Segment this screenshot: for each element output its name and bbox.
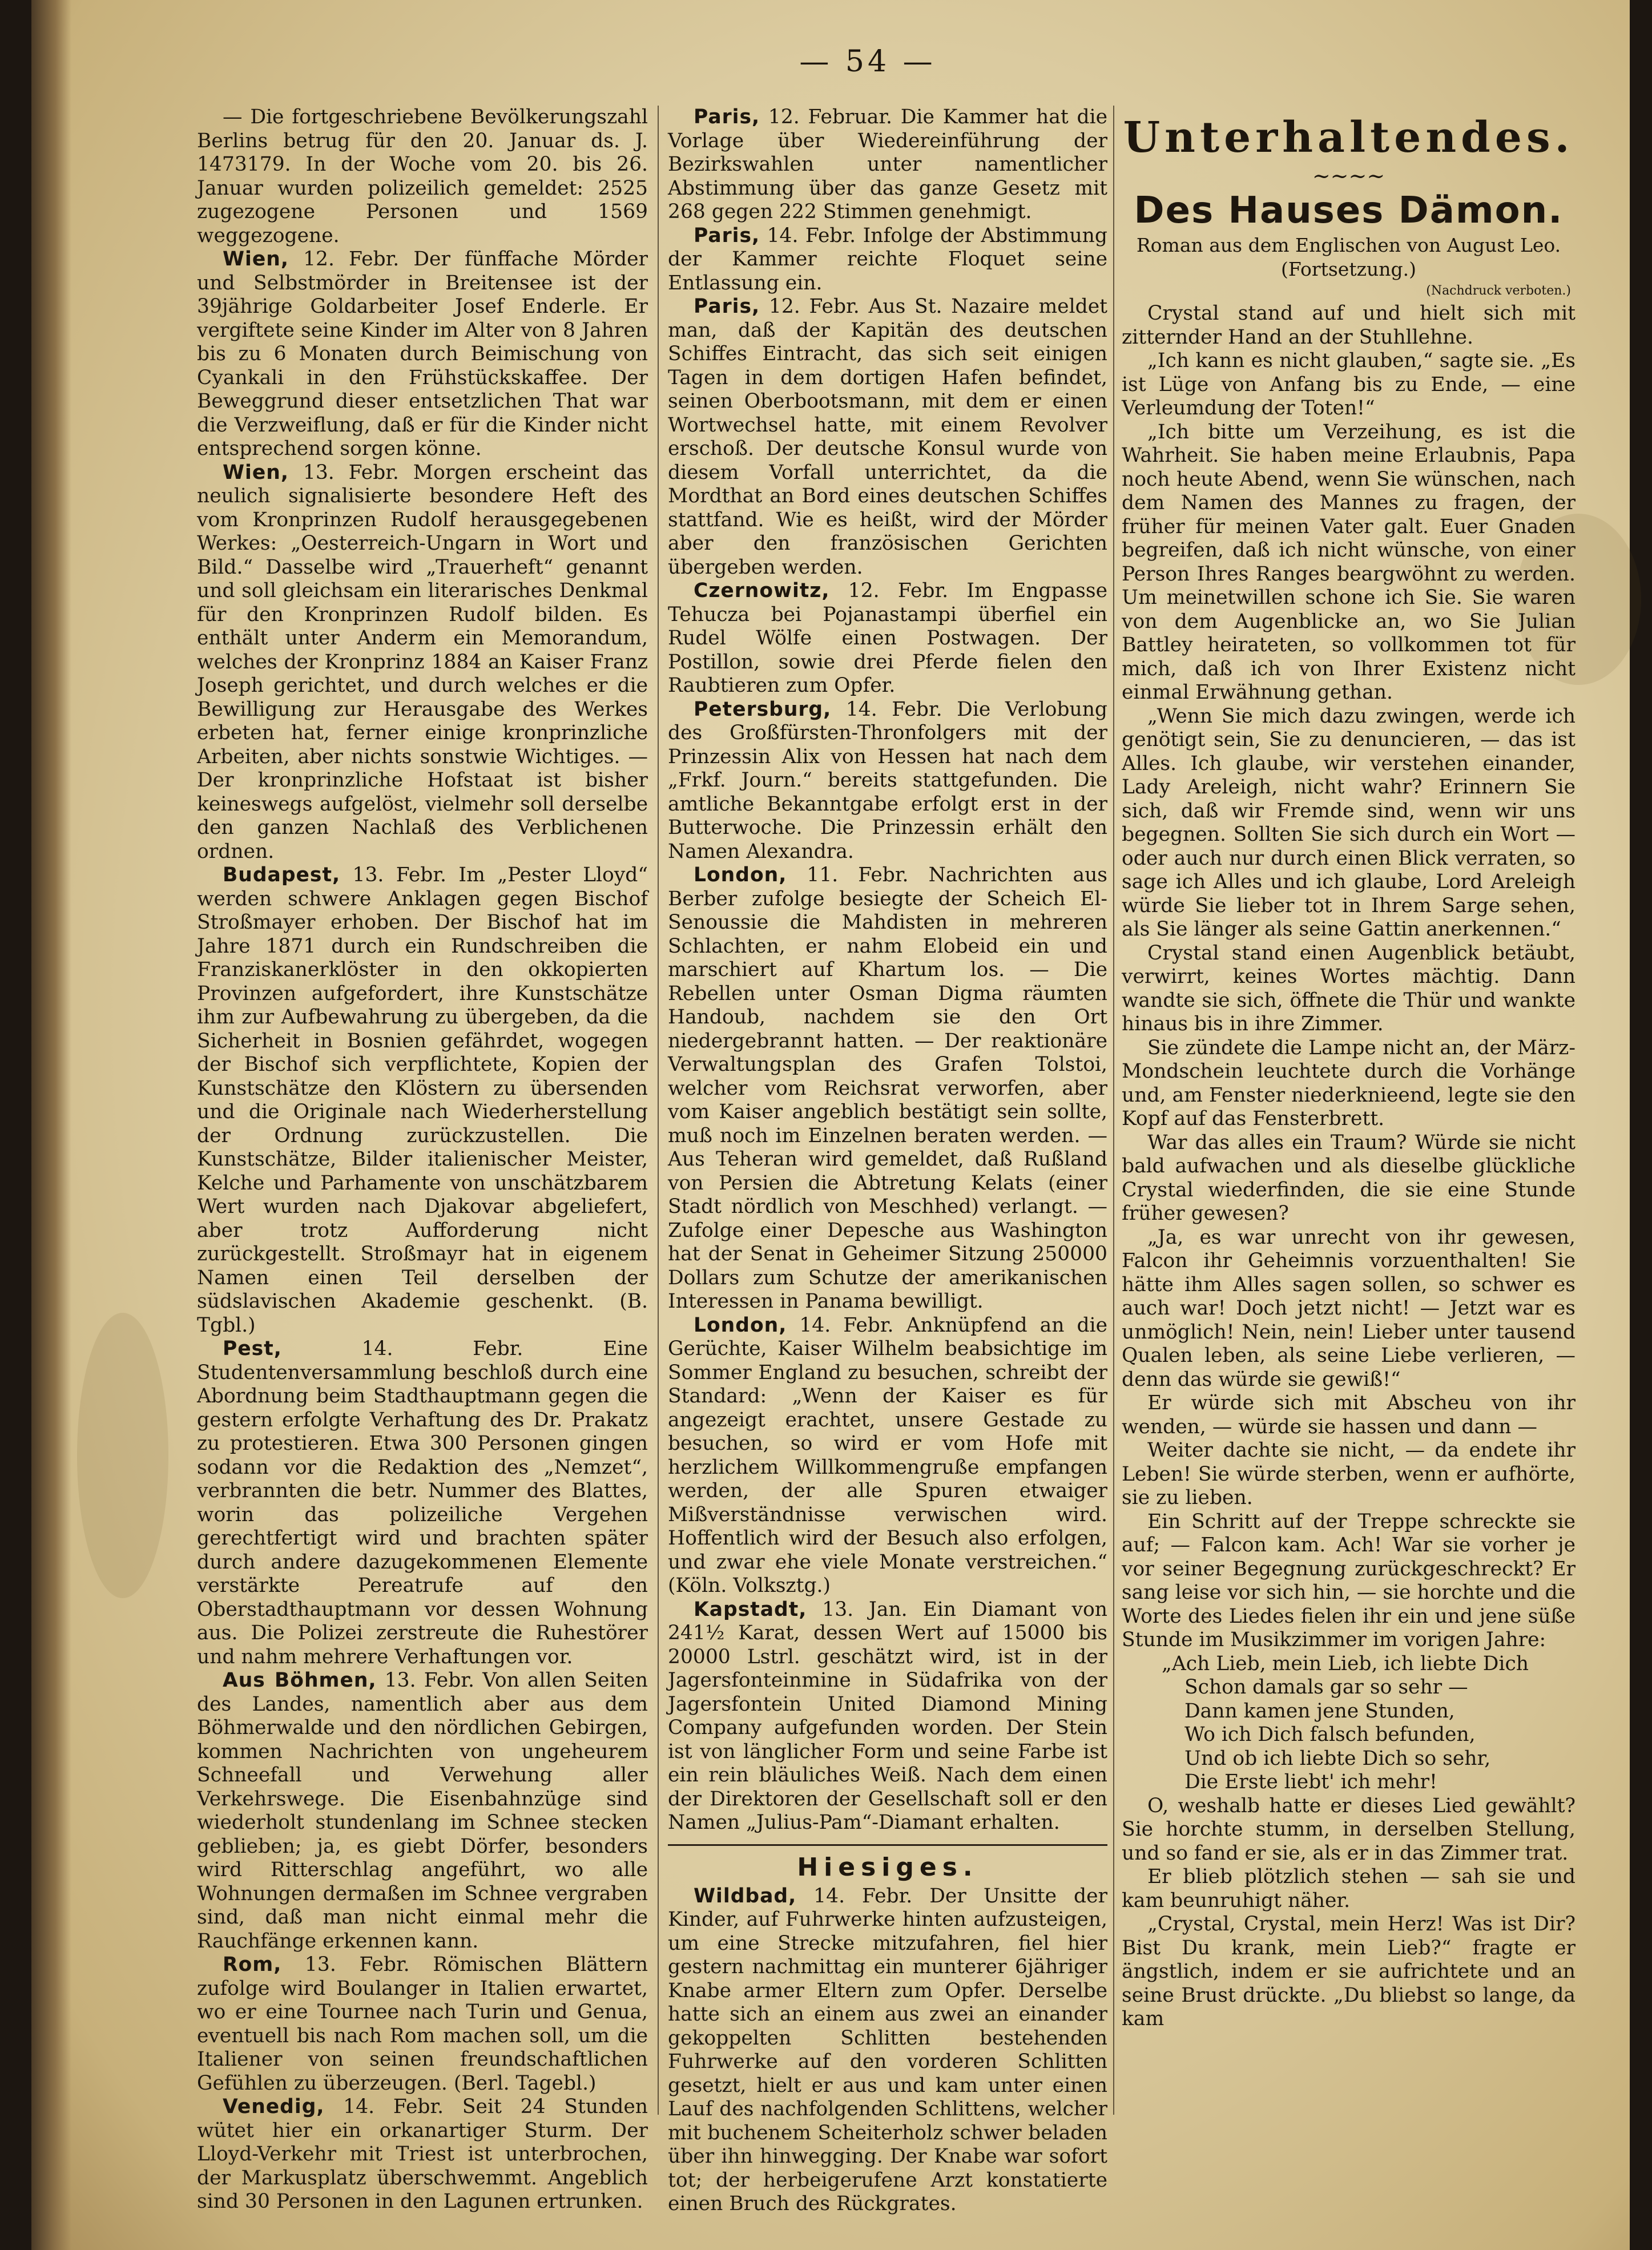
dateline: Wien, [223,248,289,271]
novel-paragraph: Er würde sich mit Abscheu von ihr wenden, — würde sie hassen und dann — [1122,1392,1576,1438]
novel-paragraph: Crystal stand auf und hielt sich mit zitternder Hand an der Stuhllehne. [1122,302,1576,349]
dateline: London, [694,864,787,886]
novel-paragraph: „Crystal, Crystal, mein Herz! Was ist Dir? Bist Du krank, mein Lieb?“ fragte er ängstlich, indem er sie aufrichtete und an seine Brust drückte. „Du bliebst so lange, da kam [1122,1913,1576,2030]
feuilleton-section-title: Unterhaltendes. [1123,113,1574,162]
verse-line: „Ach Lieb, mein Lieb, ich liebte Dich [1162,1652,1529,1675]
novel-paragraph: Sie zündete die Lampe nicht an, der März-Mondschein leuchtete durch die Vorhänge und, am Fenster niederknieend, legte sie den Kopf auf das Fensterbrett. [1122,1036,1576,1130]
novel-title: Des Hauses Dämon. [1134,189,1564,232]
novel-paragraph: Crystal stand einen Augenblick betäubt, verwirrt, keines Wortes mächtig. Dann wandte sie sich, öffnete die Thür und wankte hinaus bis in ihre Zimmer. [1122,941,1576,1035]
news-text: 14. Febr. Der Unsitte der Kinder, auf Fuhrwerke hinten aufzusteigen, um eine Strecke mitzufahren, fiel hier gestern nachmittag ein munterer 6jähriger Knabe armer Eltern zum Opfer. Derselbe hatte sich an einem aus zwei an einander gekoppelten Schlitten bestehenden Fuhrwerke auf den vorderen Schlitten gesetzt, hielt er aus und kam unter einen Lauf des nachfolgenden Schlittens, welcher mit buchenem Scheiterholz schwer beladen über ihn hinwegging. Der Knabe war sofort tot; der herbeigerufene Arzt konstatierte einen Bruch des Rückgrates. [668,1884,1107,2215]
dateline: Venedig, [223,2095,325,2118]
novel-paragraph: „Ich kann es nicht glauben,“ sagte sie. „Es ist Lüge von Anfang bis zu Ende, — eine Verleumdung der Toten!“ [1122,349,1576,420]
dateline: Budapest, [223,864,341,886]
news-item [668,1885,1107,2216]
news-text: — Die fortgeschriebene Bevölkerungszahl Berlins betrug für den 20. Januar ds. J. 1473179. In der Woche vom 20. bis 26. Januar wurden polizeilich gemeldet: 2525 zugezogene Personen und 1569 weggezogene. [197,106,648,247]
news-item [668,1598,1107,1835]
dateline: Aus Böhmen, [223,1669,377,1692]
novel-paragraph: „Wenn Sie mich dazu zwingen, werde ich genötigt sein, Sie zu denuncieren, — das ist Alles. Ich glaube, wir verstehen einander, Lady Areleigh, nicht wahr? Erinnern Sie sich, daß wir Fremde sind, wenn wir uns begegnen. Sollten Sie sich durch ein Wort — oder auch nur durch einen Blick verraten, so sage ich Alles und ich glaube, Lord Areleigh würde Sie lieber tot in Ihrem Sarge sehen, als Sie länger als seine Gattin anerkennen.“ [1122,704,1576,941]
verse-line: Wo ich Dich falsch befunden, [1184,1723,1476,1746]
dateline: Wildbad, [694,1884,797,1908]
news-item [197,864,648,1337]
verse-line: Und ob ich liebte Dich so sehr, [1184,1747,1491,1770]
news-text: 14. Febr. Seit 24 Stunden wütet hier ein orkanartiger Sturm. Der Lloyd-Verkehr mit Triest ist unterbrochen, der Markusplatz überschwemmt. Angeblich sind 30 Personen in den Lagunen ertrunken. [197,2095,648,2213]
news-item [668,106,1107,224]
novel-continuation: (Fortsetzung.) [1281,258,1416,280]
news-item [197,461,648,864]
section-title-local: Hiesiges. [668,1844,1107,1885]
news-item [668,295,1107,579]
feuilleton-column [1122,106,1576,2115]
foreign-news-list [668,106,1107,1835]
dateline: Rom, [223,1953,282,1976]
verse-line: Die Erste liebt' ich mehr! [1184,1771,1437,1793]
local-news-list [668,1885,1107,2216]
page-number: — 54 — [799,45,936,79]
news-item [668,864,1107,1314]
news-item [197,1337,648,1669]
newspaper-page [31,0,1630,2250]
dateline: Czernowitz, [694,579,830,602]
news-text: 12. Februar. Die Kammer hat die Vorlage über Wiedereinführung der Bezirkswahlen unter namentlicher Abstimmung über das ganze Gesetz mit 268 gegen 222 Stimmen genehmigt. [668,106,1107,223]
news-text: 13. Febr. Morgen erscheint das neulich signalisierte besondere Heft des vom Kronprinzen Rudolf herausgegebenen Werkes: „Oesterreich-Ungarn in Wort und Bild.“ Dasselbe wird „Trauerheft“ genannt und soll gleichsam ein literarisches Denkmal für den Kronprinzen Rudolf bilden. Es enthält unter Anderm ein Memorandum, welches der Kronprinz 1884 an Kaiser Franz Joseph gerichtet, und durch welches er die Bewilligung zur Herausgabe des Werkes erbeten hat, ferner einige kronprinzliche Arbeiten, aber nichts sonstwie Wichtiges. — Der kronprinzliche Hofstaat ist bisher keineswegs aufgelöst, vielmehr soll derselbe den ganzen Nachlaß des Verblichenen ordnen. [197,461,648,863]
page-binding-shadow [31,0,71,2250]
news-text: 13. Febr. Römischen Blättern zufolge wird Boulanger in Italien erwartet, wo er eine Tournee nach Turin und Genua, eventuell bis nach Rom machen soll, um die Italiener von seinen freundschaftlichen Gefühlen zu überzeugen. (Berl. Tagebl.) [197,1953,648,2095]
news-column-1 [197,106,648,2213]
song-verse [1162,1652,1576,1795]
verse-line: Dann kamen jene Stunden, [1184,1699,1455,1723]
novel-text-continued [1122,1795,1576,2031]
news-text: 14. Febr. Die Verlobung des Großfürsten-Thronfolgers mit der Prinzessin Alix von Hessen hat nach dem „Frkf. Journ.“ bereits stattgefunden. Die amtliche Bekanntgabe erfolgt erst in der Butterwoche. Die Prinzessin erhält den Namen Alexandra. [668,697,1107,863]
novel-paragraph: „Ja, es war unrecht von ihr gewesen, Falcon ihr Geheimnis vorzuenthalten! Sie hätte ihm Alles sagen sollen, so schwer es auch war! Doch jetzt nicht! — Jetzt war es unmöglich! Nein, nein! Lieber unter tausend Qualen leben, als seine Liebe verlieren, — denn das würde sie gewiß!“ [1122,1225,1576,1391]
verse-line: Schon damals gar so sehr — [1184,1676,1468,1699]
dateline: Wien, [223,461,289,484]
novel-subtitle: Roman aus dem Englischen von August Leo. [1136,234,1561,256]
reprint-note: (Nachdruck verboten.) [1426,284,1571,298]
news-text: 12. Febr. Der fünffache Mörder und Selbstmörder in Breitensee ist der 39jährige Goldarbeiter Josef Enderle. Er vergiftete seine Kinder im Alter von 8 Jahren bis zu 6 Monaten durch Beimischung von Cyankali in den Frühstückskaffee. Der Beweggrund dieser entsetzlichen That war die Verzweiflung, daß er für die Kinder nicht entsprechend sorgen könne. [197,248,648,460]
news-item [197,1669,648,1953]
news-text: 13. Febr. Von allen Seiten des Landes, namentlich aber aus dem Böhmerwalde und den nördlichen Gebirgen, kommen Nachrichten von ungeheurem Schneefall und Verwehung aller Verkehrswege. Die Eisenbahnzüge sind wiederholt stundenlang im Schnee stecken geblieben; ja, es giebt Dörfer, besonders wird Ritterschlag angeführt, wo alle Wohnungen dermaßen im Schnee vergraben sind, daß man nicht einmal mehr die Rauchfänge erkennen kann. [197,1669,648,1953]
novel-paragraph: War das alles ein Traum? Würde sie nicht bald aufwachen und als dieselbe glückliche Crystal wiederfinden, die sie eine Stunde früher gewesen? [1122,1131,1576,1225]
dateline: Paris, [694,106,760,128]
novel-paragraph: Weiter dachte sie nicht, — da endete ihr Leben! Sie würde sterben, wenn er aufhörte, sie zu lieben. [1122,1439,1576,1509]
novel-paragraph: „Ich bitte um Verzeihung, es ist die Wahrheit. Sie haben meine Erlaubnis, Papa noch heute Abend, wenn Sie wünschen, nach dem Namen des Mannes zu fragen, der früher für meinen Vater galt. Euer Gnaden begreifen, daß ich nicht wünsche, von einer Person Ihres Ranges beargwöhnt zu werden. Um meinetwillen schone ich Sie. Sie waren von dem Augenblicke an, wo Sie Julian Battley heirateten, so vollkommen tot für mich, daß ich von Ihrer Existenz nicht einmal Erwähnung gethan. [1122,420,1576,704]
news-column-2 [668,106,1107,2215]
dateline: Paris, [694,224,760,247]
news-item [197,106,648,248]
news-item [668,698,1107,864]
dateline: Kapstadt, [694,1598,807,1621]
novel-text [1122,302,1576,1652]
dateline: Petersburg, [694,697,832,721]
column-rule [1113,106,1114,2115]
news-item [197,1953,648,2095]
news-text: 11. Febr. Nachrichten aus Berber zufolge besiegte der Scheich El-Senoussie die Mahdisten in mehreren Schlachten, er nahm Elobeid ein und marschiert auf Khartum los. — Die Rebellen unter Osman Digma räumten Handoub, nachdem sie den Ort niedergebrannt hatten. — Der reaktionäre Verwaltungsplan des Grafen Tolstoi, welcher vom Reichsrat verworfen, aber vom Kaiser angeblich bestätigt sein sollte, muß noch im Einzelnen beraten werden. — Aus Teheran wird gemeldet, daß Rußland von Persien die Abtretung Kelats (einer Stadt nördlich von Meschhed) verlangt. — Zufolge einer Depesche aus Washington hat der Senat in Geheimer Sitzung 250000 Dollars zum Schutze der amerikanischen Interessen in Panama bewilligt. [668,864,1107,1313]
news-item [668,224,1107,296]
dateline: Paris, [694,295,760,318]
novel-paragraph: Ein Schritt auf der Treppe schreckte sie auf; — Falcon kam. Ach! War sie vorher je vor seiner Begegnung zurückgeschreckt? Er sang leise vor sich hin, — sie horchte und die Worte des Liedes fielen ihr ein und jene süße Stunde im Musikzimmer im vorigen Jahre: [1122,1510,1576,1651]
novel-paragraph: O, weshalb hatte er dieses Lied gewählt? Sie horchte stumm, in derselben Stellung, und so fand er sie, als er in das Zimmer trat. [1122,1794,1576,1865]
news-text: 12. Febr. Im Engpasse Tehucza bei Pojanastampi überfiel ein Rudel Wölfe einen Postwagen. Der Postillon, sowie drei Pferde fielen den Raubtieren zum Opfer. [668,579,1107,697]
dateline: London, [694,1313,787,1337]
news-text: 13. Febr. Im „Pester Lloyd“ werden schwere Anklagen gegen Bischof Stroßmayer erhoben. Der Bischof hat im Jahre 1871 durch ein Rundschreiben die Franziskanerklöster in den okkopierten Provinzen aufgefordert, ihre Kunstschätze ihm zur Aufbewahrung zu übergeben, da die Sicherheit in Bosnien gefährdet, wogegen der Bischof sich verpflichtete, Kopien der Kunstschätze den Klöstern zu übersenden und die Originale nach Wiederherstellung der Ordnung zurückzustellen. Die Kunstschätze, Bilder italienischer Meister, Kelche und Parhamente von unschätzbarem Wert wurden nach Djakovar abgeliefert, aber trotz Aufforderung nicht zurückgestellt. Stroßmayr hat in eigenem Namen einen Teil derselben der südslavischen Akademie geschenkt. (B. Tgbl.) [197,864,648,1337]
paper-stain [77,1313,168,1598]
dateline: Pest, [223,1337,282,1360]
novel-paragraph: Er blieb plötzlich stehen — sah sie und kam beunruhigt näher. [1122,1865,1576,1912]
news-item [668,579,1107,698]
news-text: 14. Febr. Eine Studentenversammlung beschloß durch eine Abordnung beim Stadthauptmann gegen die gestern erfolgte Verhaftung des Dr. Prakatz zu protestieren. Etwa 300 Personen gingen sodann vor die Redaktion des „Nemzet“, verbrannten die betr. Nummer des Blattes, worin das polizeiliche Vergehen gerechtfertigt wird und brachten später durch andere dazugekommenen Elemente verstärkte Pereatrufe auf den Oberstadthauptmann vor dessen Wohnung aus. Die Polizei zerstreute die Ruhestörer und nahm mehrere Verhaftungen vor. [197,1337,648,1668]
news-text: 13. Jan. Ein Diamant von 241½ Karat, dessen Wert auf 15000 bis 20000 Lstrl. geschätzt wird, ist in der Jagersfonteinmine in Südafrika von der Jagersfontein United Diamond Mining Company aufgefunden worden. Der Stein ist von länglicher Form und seine Farbe ist ein rein bläuliches Weiß. Nach dem einen der Direktoren der Gesellschaft soll er den Namen „Julius-Pam“-Diamant erhalten. [668,1598,1107,1834]
decorative-swash: ~~~~ [1312,163,1385,188]
news-text: 14. Febr. Anknüpfend an die Gerüchte, Kaiser Wilhelm beabsichtige im Sommer England zu besuchen, schreibt der Standard: „Wenn der Kaiser es für angezeigt erachtet, unsere Gestade zu besuchen, so wird er vom Hofe mit herzlichem Willkommengruße empfangen werden, der alle Spuren etwaiger Mißverständnisse verwischen wird. Hoffentlich wird der Besuch also erfolgen, und zwar ehe viele Monate verstreichen.“ (Köln. Volksztg.) [668,1313,1107,1597]
column-rule [658,106,659,2115]
news-item [197,2095,648,2214]
news-text: 14. Febr. Infolge der Abstimmung der Kammer reichte Floquet seine Entlassung ein. [668,224,1107,295]
news-text: 12. Febr. Aus St. Nazaire meldet man, daß der Kapitän des deutschen Schiffes Eintracht, das sich seit einigen Tagen in dem dortigen Hafen befindet, seinen Oberbootsmann, mit dem er einen Wortwechsel hatte, mit einem Revolver erschoß. Der deutsche Konsul wurde von diesem Vorfall unterrichtet, da die Mordthat an Bord eines deutschen Schiffes stattfand. Wie es heißt, wird der Mörder aber den französischen Gerichten übergeben werden. [668,295,1107,579]
news-item [197,248,648,461]
news-item [668,1314,1107,1598]
